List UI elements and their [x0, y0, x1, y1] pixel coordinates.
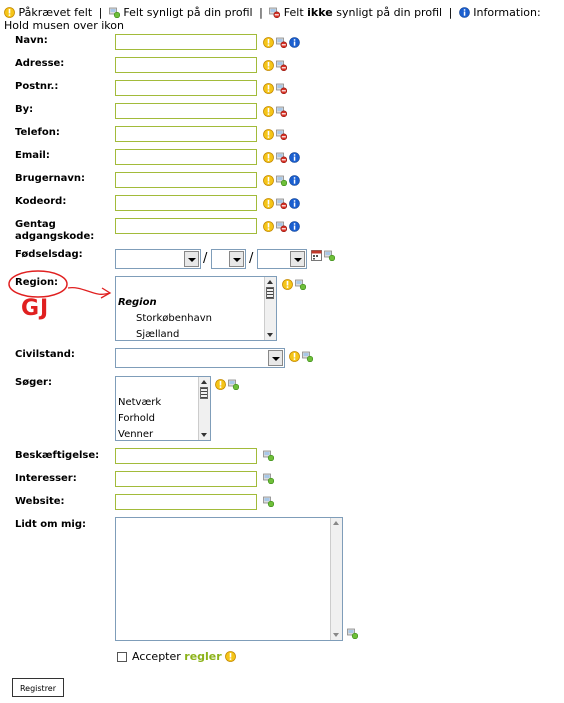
email-icons: [263, 151, 300, 163]
profile-hidden-icon: [276, 83, 287, 94]
profile-visible-icon: [109, 7, 120, 18]
profile-visible-icon: [302, 351, 313, 362]
navn-icons: [263, 36, 300, 48]
info-icon[interactable]: [289, 198, 300, 209]
label-interesser: Interesser:: [15, 473, 77, 484]
civilstand-select[interactable]: [115, 348, 285, 368]
adresse-icons: [263, 59, 287, 71]
required-icon: [282, 279, 293, 290]
region-option[interactable]: Sjælland: [136, 329, 180, 340]
website-input[interactable]: [115, 494, 257, 510]
legend-visible: Felt synligt på din profil: [123, 6, 253, 19]
soger-listbox[interactable]: [115, 376, 211, 441]
navn-input[interactable]: [115, 34, 257, 50]
profile-visible-icon: [276, 175, 287, 186]
year-select[interactable]: [257, 249, 307, 269]
telefon-input[interactable]: [115, 126, 257, 142]
profile-visible-icon: [295, 279, 306, 290]
label-fodselsdag: Fødselsdag:: [15, 249, 83, 260]
day-select[interactable]: [115, 249, 201, 269]
calendar-icon[interactable]: [311, 250, 322, 261]
scroll-up-icon[interactable]: [333, 521, 339, 525]
adresse-input[interactable]: [115, 57, 257, 73]
kodeord-icons: [263, 197, 300, 209]
required-icon: [263, 129, 274, 140]
legend-hidden-prefix: Felt: [283, 6, 308, 19]
gentag-icons: [263, 220, 300, 232]
info-icon[interactable]: [289, 221, 300, 232]
legend: [4, 6, 560, 32]
month-select[interactable]: [211, 249, 246, 269]
label-telefon: Telefon:: [15, 127, 60, 138]
telefon-icons: [263, 128, 287, 140]
annotation-gj: GJ: [21, 296, 50, 321]
profile-hidden-icon: [269, 7, 280, 18]
label-kodeord: Kodeord:: [15, 196, 67, 207]
profile-hidden-icon: [276, 221, 287, 232]
info-icon[interactable]: [289, 37, 300, 48]
chevron-down-icon[interactable]: [268, 350, 283, 366]
required-icon: [289, 351, 300, 362]
profile-visible-icon: [228, 379, 239, 390]
soger-option[interactable]: Venner: [118, 429, 154, 440]
label-email: Email:: [15, 150, 50, 161]
profile-hidden-icon: [276, 60, 287, 71]
chevron-down-icon[interactable]: [184, 251, 199, 267]
profile-visible-icon: [347, 628, 358, 639]
soger-option[interactable]: Netværk: [118, 397, 162, 408]
required-icon: [215, 379, 226, 390]
region-icons: [282, 278, 306, 290]
accept-checkbox[interactable]: [117, 652, 127, 662]
kodeord-input[interactable]: [115, 195, 257, 211]
label-soger: Søger:: [15, 377, 52, 388]
scroll-up-icon[interactable]: [267, 280, 273, 284]
profile-hidden-icon: [276, 129, 287, 140]
interesser-icons: [263, 472, 274, 484]
email-input[interactable]: [115, 149, 257, 165]
lidt-om-mig-icons: [347, 627, 358, 639]
scroll-thumb[interactable]: [266, 287, 274, 299]
label-navn: Navn:: [15, 35, 48, 46]
brugernavn-icons: [263, 174, 300, 186]
birthday-separator: /: [203, 251, 208, 266]
region-listbox[interactable]: [115, 276, 277, 341]
legend-separator: |: [259, 6, 263, 19]
civilstand-icons: [289, 350, 313, 362]
scroll-down-icon[interactable]: [267, 333, 273, 337]
postnr-icons: [263, 82, 287, 94]
region-scrollbar[interactable]: [264, 277, 276, 340]
region-option[interactable]: Storkøbenhavn: [136, 313, 212, 324]
register-button[interactable]: Registrer: [12, 678, 64, 697]
info-icon[interactable]: [289, 175, 300, 186]
soger-scrollbar[interactable]: [198, 377, 210, 440]
scroll-up-icon[interactable]: [201, 380, 207, 384]
label-gentag-line2: adgangskode:: [15, 231, 95, 242]
scroll-thumb[interactable]: [200, 387, 208, 399]
profile-visible-icon: [263, 496, 274, 507]
label-postnr: Postnr.:: [15, 81, 59, 92]
profile-visible-icon: [324, 250, 335, 261]
brugernavn-input[interactable]: [115, 172, 257, 188]
website-icons: [263, 495, 274, 507]
legend-separator: |: [98, 6, 103, 19]
label-lidt-om-mig: Lidt om mig:: [15, 519, 86, 530]
scroll-down-icon[interactable]: [201, 433, 207, 437]
legend-required: Påkrævet felt: [18, 6, 93, 19]
by-input[interactable]: [115, 103, 257, 119]
profile-hidden-icon: [276, 198, 287, 209]
required-icon: [263, 175, 274, 186]
legend-info: Information: Hold musen over ikon: [4, 6, 541, 32]
label-civilstand: Civilstand:: [15, 349, 75, 360]
required-icon: [4, 7, 15, 18]
chevron-down-icon[interactable]: [290, 251, 305, 267]
legend-separator: |: [448, 6, 453, 19]
label-brugernavn: Brugernavn:: [15, 173, 86, 184]
rules-link[interactable]: regler: [184, 650, 222, 663]
chevron-down-icon[interactable]: [229, 251, 244, 267]
beskaeftigelse-input[interactable]: [115, 448, 257, 464]
scroll-down-icon[interactable]: [333, 633, 339, 637]
profile-hidden-icon: [276, 106, 287, 117]
info-icon[interactable]: [289, 152, 300, 163]
label-gentag: [15, 219, 94, 243]
textarea-scrollbar[interactable]: [330, 518, 342, 640]
gentag-input[interactable]: [115, 218, 257, 234]
required-icon: [263, 83, 274, 94]
profile-hidden-icon: [276, 37, 287, 48]
legend-hidden-suffix: synligt på din profil: [332, 6, 443, 19]
info-icon: [459, 7, 470, 18]
profile-hidden-icon: [276, 152, 287, 163]
by-icons: [263, 105, 287, 117]
profile-visible-icon: [263, 450, 274, 461]
required-icon: [263, 152, 274, 163]
required-icon: [263, 198, 274, 209]
label-region: Region:: [15, 277, 59, 288]
soger-option[interactable]: Forhold: [118, 413, 156, 424]
legend-hidden-bold: ikke: [307, 6, 333, 19]
soger-icons: [215, 378, 239, 390]
label-website: Website:: [15, 496, 65, 507]
interesser-input[interactable]: [115, 471, 257, 487]
required-icon: [225, 651, 236, 662]
postnr-input[interactable]: [115, 80, 257, 96]
label-adresse: Adresse:: [15, 58, 65, 69]
fodselsdag-icons: [311, 249, 335, 261]
profile-visible-icon: [263, 473, 274, 484]
label-gentag-line1: Gentag: [15, 219, 56, 230]
required-icon: [263, 106, 274, 117]
label-by: By:: [15, 104, 34, 115]
beskaeftigelse-icons: [263, 449, 274, 461]
lidt-om-mig-textarea[interactable]: [115, 517, 343, 641]
required-icon: [263, 37, 274, 48]
label-beskaeftigelse: Beskæftigelse:: [15, 450, 100, 461]
accept-label: [132, 650, 236, 663]
birthday-separator: /: [249, 251, 254, 266]
region-list-header: Region: [118, 297, 157, 308]
accept-text: Accepter: [132, 650, 185, 663]
required-icon: [263, 221, 274, 232]
required-icon: [263, 60, 274, 71]
